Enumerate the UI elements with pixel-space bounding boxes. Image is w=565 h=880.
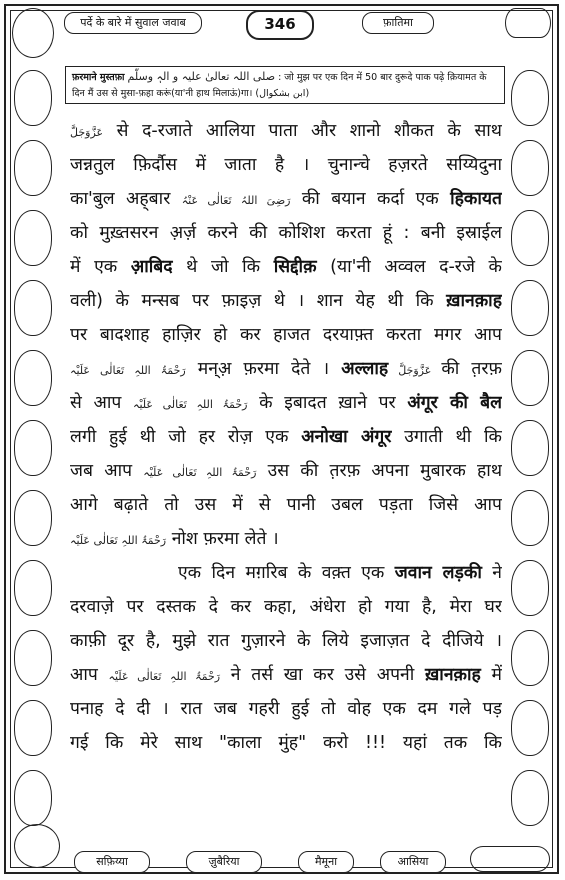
text-span: से द-रजाते आलिया पाता और शानो शौकत के साथ xyxy=(103,121,502,141)
corner-ornament-right xyxy=(505,8,551,38)
text-span: मन्अ़ फ़रमा देते । xyxy=(185,359,342,379)
text-line xyxy=(70,556,502,590)
text-span: की बयान कर्दा एक xyxy=(290,189,451,209)
text-span: का'बुल अह्‌बार xyxy=(70,189,182,209)
bold-term: आ़बिद xyxy=(130,257,173,277)
notice-lead: फ़रमाने मुस्तफ़ा xyxy=(72,72,125,83)
text-line: आगे बढ़ाते तो उस में से पानी उबल पड़ता जिसे आप xyxy=(70,495,502,515)
corner-ornament-left xyxy=(12,8,54,58)
hadith-notice xyxy=(65,66,505,104)
body-text xyxy=(70,114,502,760)
text-line xyxy=(70,386,502,420)
right-badge-3 xyxy=(511,210,549,266)
corner-ornament-bottom-left xyxy=(14,824,60,868)
text-line xyxy=(70,352,502,386)
honorific: عَزَّوَجَلَّ xyxy=(70,126,104,139)
honorific: رَحْمَۃُ اللہِ تَعَالٰی عَلَیْہ xyxy=(133,398,248,411)
book-title-label xyxy=(64,12,202,34)
text-line xyxy=(70,454,502,488)
bold-term: अनोखा अंगूर xyxy=(301,427,392,447)
text-line xyxy=(70,658,502,692)
text-span: ने xyxy=(481,563,502,583)
left-badge-8 xyxy=(14,560,52,616)
text-line xyxy=(70,420,502,454)
text-span: वली) के मन्सब पर फ़ाइज़ थे । शान येह थी कि xyxy=(70,291,447,311)
right-badge-7 xyxy=(511,490,549,546)
text-line: जन्नतुल फ़िर्दौस में जाता है । चुनान्चे हज़रते सय्यिदुना xyxy=(70,155,502,175)
honorific: رَحْمَۃُ اللہِ تَعَالٰی عَلَیْہ xyxy=(70,364,186,377)
text-span: आप xyxy=(70,665,109,685)
left-badge-6 xyxy=(14,420,52,476)
text-span: नोश फ़रमा लेते । xyxy=(166,529,279,549)
text-line xyxy=(70,250,502,284)
text-span: जब आप xyxy=(70,461,144,481)
bold-term: अंगूर की बैल xyxy=(407,393,502,413)
header-right-text: फ़ातिमा xyxy=(383,16,413,29)
text-span: एक दिन मग़रिब के वक़्त एक xyxy=(178,563,395,583)
right-badge-6 xyxy=(511,420,549,476)
honorific: رَحْمَۃُ اللہِ تَعَالٰی عَلَیْہ xyxy=(70,534,167,547)
bold-term: अल्लाह xyxy=(341,359,389,379)
text-line xyxy=(70,284,502,318)
left-badge-11 xyxy=(14,770,52,826)
left-badge-1 xyxy=(14,70,52,126)
bold-term: ख़ानक़ाह xyxy=(424,665,481,685)
right-badge-11 xyxy=(511,770,549,826)
text-span: ने तर्स खा कर उसे अपनी xyxy=(220,665,425,685)
honorific: عَزَّوَجَلَّ xyxy=(388,364,442,377)
left-badge-4 xyxy=(14,280,52,336)
bold-term: ख़ानक़ाह xyxy=(446,291,502,311)
right-badge-10 xyxy=(511,700,549,756)
bold-term: सिद्दीक़ xyxy=(273,257,317,277)
text-line: दरवाज़े पर दस्तक दे कर कहा, अंधेरा हो गया है, मेरा घर xyxy=(70,597,502,617)
text-line xyxy=(70,182,502,216)
notice-honor: صلی اللہ تعالیٰ علیہ و الہٖ وسلّم xyxy=(127,70,276,83)
text-span: की त़रफ़ xyxy=(441,359,502,379)
right-badge-1 xyxy=(511,70,549,126)
right-badge-8 xyxy=(511,560,549,616)
right-badge-2 xyxy=(511,140,549,196)
footer-label-4: आसिया xyxy=(380,851,446,873)
text-span: उस की त़रफ़ अपना मुबारक हाथ xyxy=(256,461,502,481)
right-badge-9 xyxy=(511,630,549,686)
honorific: رَحْمَۃُ اللہِ تَعَالٰی عَلَیْہ xyxy=(108,670,221,683)
text-span: लगी हुई थी जो हर रोज़ एक xyxy=(70,427,302,447)
footer-label-3: मैमूना xyxy=(298,851,354,873)
footer-label-2: जु़बैरिया xyxy=(186,851,262,873)
left-badge-3 xyxy=(14,210,52,266)
text-line: काफ़ी दूर है, मुझे रात गुज़ारने के लिये इजाज़त दे दीजिये । xyxy=(70,631,502,651)
text-line xyxy=(70,114,502,148)
text-span: थे जो कि xyxy=(172,257,274,277)
left-badge-9 xyxy=(14,630,52,686)
bold-term: जवान लड़की xyxy=(394,563,482,583)
honorific: رَضِیَ اللہُ تَعَالٰی عَنْہُ xyxy=(181,194,291,207)
left-badge-2 xyxy=(14,140,52,196)
text-line: गई कि मेरे साथ "काला मुंह" करो !!! यहां तक कि xyxy=(70,733,502,753)
footer-label-1: सफ़िय्या xyxy=(74,851,150,873)
left-badge-7 xyxy=(14,490,52,546)
text-line: पनाह दे दी । रात जब गहरी हुई तो वोह एक दम गले पड़ xyxy=(70,699,502,719)
right-badge-4 xyxy=(511,280,549,336)
text-span: के इबादत ख़ाने पर xyxy=(247,393,408,413)
notice-text: : जो मुझ पर एक दिन में 50 बार दुरूदे पाक पढ़े क़ियामत के दिन मैं उस से मुसा-फ़हा करूं(या'नी हाथ मिलाऊं)गा। (ابن بشکوال) xyxy=(72,72,487,99)
corner-ornament-bottom-right xyxy=(470,846,550,872)
bold-term: हिकायत xyxy=(450,189,502,209)
right-badge-5 xyxy=(511,350,549,406)
text-line: पर बादशाह हाज़िर हो कर हाजत दरयाफ़्त करता मगर आप xyxy=(70,325,502,345)
text-span: उगाती थी कि xyxy=(391,427,502,447)
left-badge-10 xyxy=(14,700,52,756)
text-span: (या'नी अव्वल द-रजे के xyxy=(316,257,502,277)
text-line xyxy=(70,522,502,556)
honorific: رَحْمَۃُ اللہِ تَعَالٰی عَلَیْہ xyxy=(143,466,257,479)
book-title: पर्दे के बारे में सुवाल जवाब xyxy=(80,16,186,29)
text-line: को मुख़्तसरन अ़र्ज़ करने की कोशिश करता हूं : बनी इस्राईल xyxy=(70,223,502,243)
left-badge-5 xyxy=(14,350,52,406)
text-span: से आप xyxy=(70,393,134,413)
page-number: 346 xyxy=(246,10,314,40)
text-span: में xyxy=(480,665,502,685)
header-right-label xyxy=(362,12,434,34)
text-span: में एक xyxy=(70,257,131,277)
